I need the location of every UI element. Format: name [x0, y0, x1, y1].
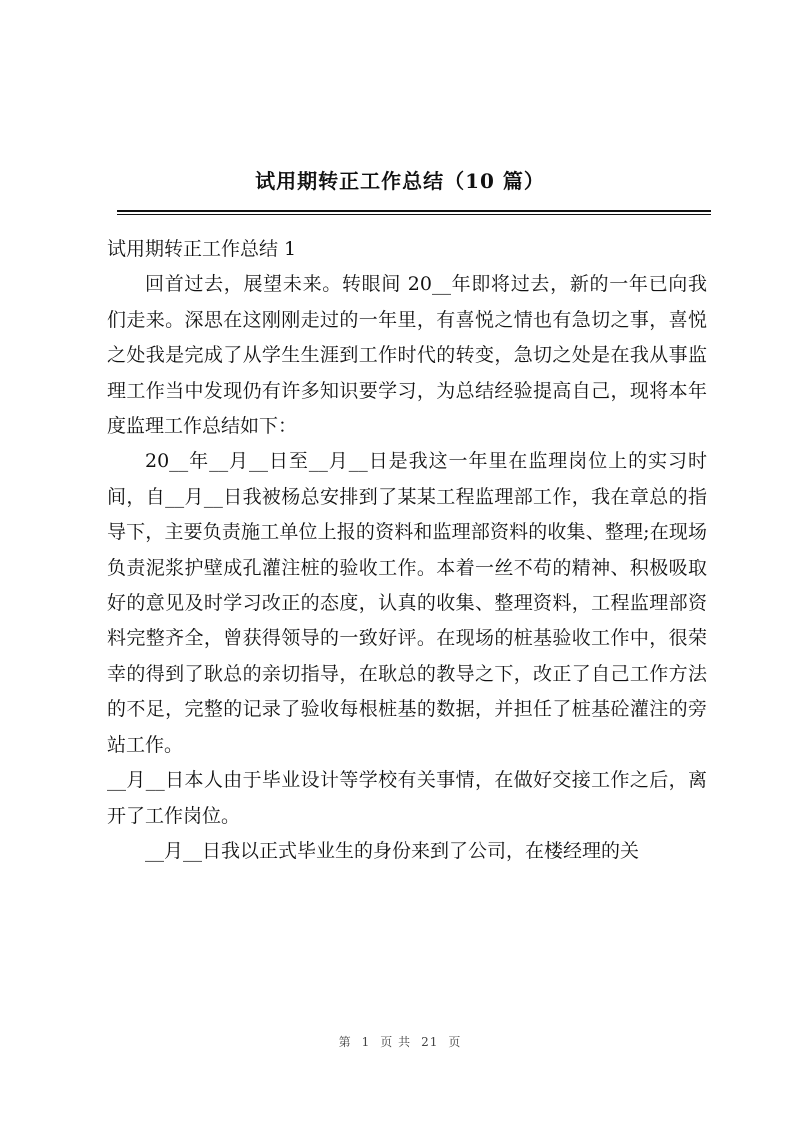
paragraph-2: 20__年__月__日至__月__日是我这一年里在监理岗位上的实习时间，自__月__日我被杨总安排到了某某工程监理部工作，我在章总的指导下，主要负责施工单位上报的资料和监理部资料的收集、整理;在现场负责泥浆护壁成孔灌注桩的验收工作。本着一丝不苟的精神、积极吸取好的意见及时学习改正的态度，认真的收集、整理资料，工程监理部资料完整齐全，曾获得领导的一致好评。在现场的桩基验收工作中，很荣幸的得到了耿总的亲切指导，在耿总的教导之下，改正了自己工作方法的不足，完整的记录了验收每根桩基的数据，并担任了桩基砼灌注的旁站工作。: [107, 450, 707, 756]
paragraph-3: __月__日本人由于毕业设计等学校有关事情，在做好交接工作之后，离开了工作岗位。: [107, 769, 707, 827]
footer-page-number: 1: [361, 1035, 371, 1049]
footer-label-pages: 页: [448, 1035, 462, 1049]
paragraph-1: 回首过去，展望未来。转眼间 20__年即将过去，新的一年已向我们走来。深思在这刚刚走过的一年里，有喜悦之情也有急切之事，喜悦之处我是完成了从学生生涯到工作时代的转变，急切之处是在我从事监理工作当中发现仍有许多知识要学习，为总结经验提高自己，现将本年度监理工作总结如下：: [107, 273, 707, 438]
document-body: [107, 232, 707, 869]
page-footer: [0, 1033, 800, 1050]
footer-total-pages: 21: [421, 1035, 439, 1049]
paragraph-4: __月__日我以正式毕业生的身份来到了公司，在楼经理的关: [145, 839, 640, 862]
footer-label-of: 页 共: [380, 1035, 412, 1049]
title-rule-thick: [117, 210, 711, 212]
document-title: 试用期转正工作总结（10 篇）: [255, 169, 545, 193]
title-rule-thin: [117, 214, 711, 215]
section-heading: 试用期转正工作总结 1: [107, 238, 297, 260]
footer-label-page: 第: [338, 1035, 352, 1049]
